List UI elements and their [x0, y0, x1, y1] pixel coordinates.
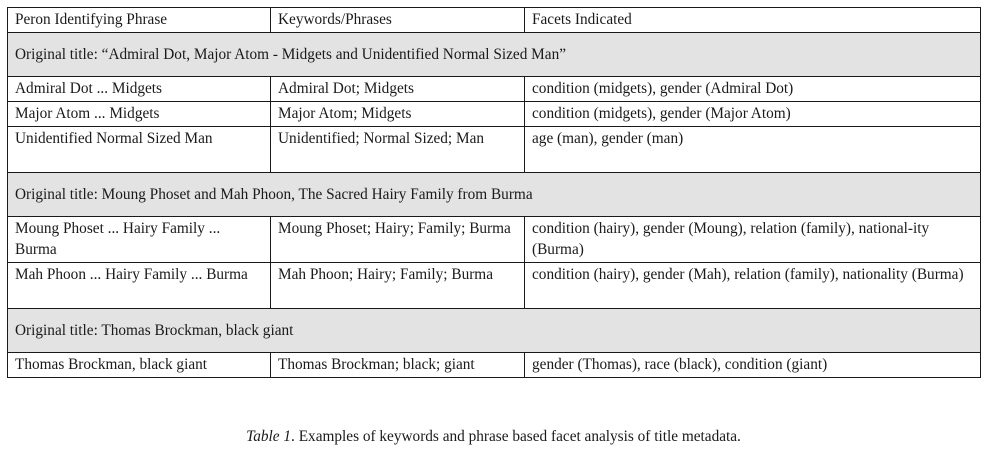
facets-cell: gender (Thomas), race (black), condition (giant) [525, 353, 981, 378]
table-row [8, 217, 981, 263]
table-caption-label: Table 1 [246, 428, 292, 445]
keywords-cell: Mah Phoon; Hairy; Family; Burma [271, 263, 525, 309]
column-header-facets: Facets Indicated [525, 8, 981, 33]
section-row-original-title [8, 33, 981, 77]
person-phrase-cell: Major Atom ... Midgets [8, 102, 271, 127]
facets-cell: condition (hairy), gender (Moung), relation (family), national-ity (Burma) [525, 217, 981, 263]
keywords-cell: Major Atom; Midgets [271, 102, 525, 127]
keywords-cell: Moung Phoset; Hairy; Family; Burma [271, 217, 525, 263]
table-row [8, 263, 981, 309]
keywords-cell: Thomas Brockman; black; giant [271, 353, 525, 378]
person-phrase-cell: Thomas Brockman, black giant [8, 353, 271, 378]
keywords-cell: Unidentified; Normal Sized; Man [271, 127, 525, 173]
facets-cell: condition (midgets), gender (Major Atom) [525, 102, 981, 127]
facet-analysis-table [7, 7, 981, 378]
table-caption-text: . Examples of keywords and phrase based facet analysis of title metadata. [291, 428, 741, 445]
table-row [8, 102, 981, 127]
table-header-row [8, 8, 981, 33]
table-row [8, 77, 981, 102]
person-phrase-cell: Moung Phoset ... Hairy Family ... Burma [8, 217, 271, 263]
keywords-cell: Admiral Dot; Midgets [271, 77, 525, 102]
table-row [8, 127, 981, 173]
person-phrase-cell: Admiral Dot ... Midgets [8, 77, 271, 102]
facets-cell: condition (midgets), gender (Admiral Dot) [525, 77, 981, 102]
column-header-person-phrase: Peron Identifying Phrase [8, 8, 271, 33]
facets-cell: condition (hairy), gender (Mah), relation (family), nationality (Burma) [525, 263, 981, 309]
person-phrase-cell: Mah Phoon ... Hairy Family ... Burma [8, 263, 271, 309]
original-title-cell: Original title: “Admiral Dot, Major Atom - Midgets and Unidentified Normal Sized Man” [8, 33, 981, 77]
section-row-original-title [8, 309, 981, 353]
original-title-cell: Original title: Moung Phoset and Mah Phoon, The Sacred Hairy Family from Burma [8, 173, 981, 217]
original-title-cell: Original title: Thomas Brockman, black giant [8, 309, 981, 353]
table-caption [0, 427, 987, 447]
facet-analysis-table-container [7, 7, 980, 378]
section-row-original-title [8, 173, 981, 217]
table-row [8, 353, 981, 378]
person-phrase-cell: Unidentified Normal Sized Man [8, 127, 271, 173]
column-header-keywords: Keywords/Phrases [271, 8, 525, 33]
facets-cell: age (man), gender (man) [525, 127, 981, 173]
